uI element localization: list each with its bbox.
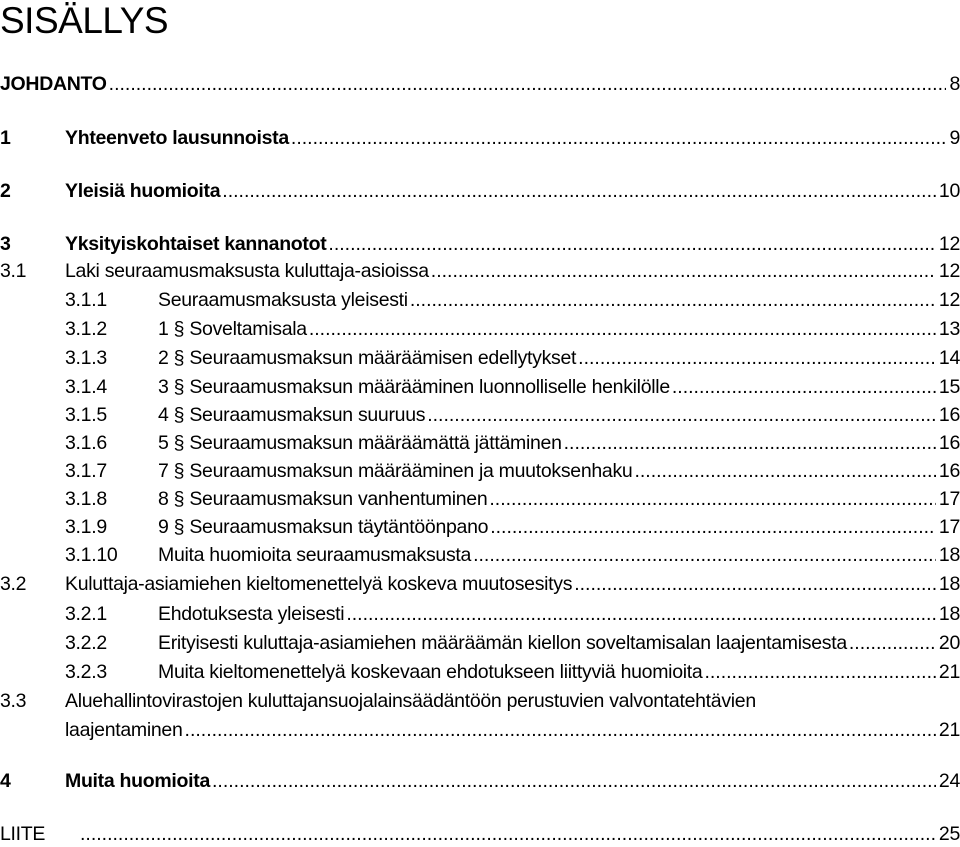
- toc-page-number: 8: [949, 73, 960, 95]
- toc-page-number: 12: [938, 289, 960, 311]
- toc-entry-3-1-2[interactable]: [65, 316, 960, 342]
- leader-dots: [473, 542, 936, 568]
- toc-page-number: 24: [938, 770, 960, 792]
- toc-entry-2[interactable]: [0, 178, 960, 204]
- toc-page-number: 18: [938, 603, 960, 625]
- toc-label: Yhteenveto lausunnoista: [65, 127, 289, 149]
- leader-dots: [222, 178, 936, 204]
- leader-dots: [109, 71, 947, 97]
- toc-entry-1[interactable]: [0, 125, 960, 151]
- toc-label: laajentaminen: [65, 719, 183, 741]
- leader-dots: [564, 430, 936, 456]
- toc-number: 3.1.5: [65, 404, 107, 426]
- toc-number: 3.1.1: [65, 289, 107, 311]
- toc-page-number: 25: [938, 823, 960, 845]
- toc-page-number: 17: [938, 516, 960, 538]
- toc-page-number: 12: [938, 233, 960, 255]
- toc-entry-3-1-3[interactable]: [65, 345, 960, 371]
- toc-entry-3-1-7[interactable]: [65, 458, 960, 484]
- toc-label: 8 § Seuraamusmaksun vanhentuminen: [158, 488, 488, 510]
- toc-label-line1[interactable]: Aluehallintovirastojen kuluttajansuojalainsäädäntöön perustuvien valvontatehtävien: [65, 690, 756, 712]
- toc-number: 3.1.9: [65, 516, 107, 538]
- toc-label: 2 § Seuraamusmaksun määräämisen edellytykset: [158, 347, 577, 369]
- toc-label: Muita kieltomenettelyä koskevaan ehdotukseen liittyviä huomioita: [158, 661, 703, 683]
- page-title: SISÄLLYS: [0, 0, 169, 41]
- toc-label: Kuluttaja-asiamiehen kieltomenettelyä koskeva muutosesitys: [65, 573, 573, 595]
- leader-dots: [490, 514, 936, 540]
- toc-number: 1: [0, 127, 11, 149]
- toc-entry-3-2-2[interactable]: [65, 630, 960, 656]
- toc-entry-3-1-10[interactable]: [65, 542, 960, 568]
- toc-number: 3: [0, 233, 11, 255]
- leader-dots: [489, 486, 936, 512]
- toc-label: Yksityiskohtaiset kannanotot: [65, 233, 327, 255]
- toc-label: LIITE: [0, 823, 46, 845]
- toc-entry-3-1-4[interactable]: [65, 374, 960, 400]
- toc-page-number: 15: [938, 376, 960, 398]
- toc-entry-3-2-1[interactable]: [65, 601, 960, 627]
- toc-number: 3.1.10: [65, 544, 118, 566]
- toc-page-number: 10: [938, 180, 960, 202]
- leader-dots: [185, 717, 936, 743]
- leader-dots: [427, 402, 936, 428]
- toc-entry-3[interactable]: [0, 231, 960, 257]
- toc-label: Muita huomioita seuraamusmaksusta: [158, 544, 472, 566]
- toc-label: Ehdotuksesta yleisesti: [158, 603, 345, 625]
- toc-page-number: 21: [938, 719, 960, 741]
- toc-number: 3.2.1: [65, 603, 107, 625]
- toc-entry-4[interactable]: [0, 768, 960, 794]
- leader-dots: [309, 316, 936, 342]
- toc-label: Muita huomioita: [65, 770, 210, 792]
- leader-dots: [291, 125, 947, 151]
- toc-page-number: 16: [938, 432, 960, 454]
- leader-dots: [328, 231, 935, 257]
- toc-entry-3-1-9[interactable]: [65, 514, 960, 540]
- toc-entry-3-1-6[interactable]: [65, 430, 960, 456]
- leader-dots: [634, 458, 935, 484]
- toc-entry-3-1-5[interactable]: [65, 402, 960, 428]
- toc-page-number: 14: [938, 347, 960, 369]
- toc-page-number: 16: [938, 404, 960, 426]
- toc-label: Seuraamusmaksusta yleisesti: [158, 289, 408, 311]
- toc-number: 3.1.2: [65, 318, 107, 340]
- toc-number: 4: [0, 770, 11, 792]
- leader-dots: [574, 571, 936, 597]
- toc-entry-3-3[interactable]: [65, 717, 960, 743]
- toc-entry-3-2[interactable]: [0, 571, 960, 597]
- toc-number: 3.2.2: [65, 632, 107, 654]
- toc-page-number: 18: [938, 573, 960, 595]
- leader-dots: [578, 345, 936, 371]
- toc-entry-3-1-8[interactable]: [65, 486, 960, 512]
- toc-page-number: 17: [938, 488, 960, 510]
- toc-number: 3.1.8: [65, 488, 107, 510]
- toc-label: Erityisesti kuluttaja-asiamiehen määräämän kiellon soveltamisalan laajentamisesta: [158, 632, 847, 654]
- leader-dots: [212, 768, 936, 794]
- leader-dots: [672, 374, 936, 400]
- toc-number: 3.3: [0, 690, 27, 712]
- toc-number: 3.2: [0, 573, 27, 595]
- toc-label: 5 § Seuraamusmaksun määräämättä jättäminen: [158, 432, 562, 454]
- toc-label: 7 § Seuraamusmaksun määrääminen ja muutoksenhaku: [158, 460, 633, 482]
- toc-number: 3.1.6: [65, 432, 107, 454]
- toc-label: Laki seuraamusmaksusta kuluttaja-asioissa: [65, 260, 429, 282]
- toc-page-number: 21: [938, 661, 960, 683]
- toc-number: 3.1.3: [65, 347, 107, 369]
- toc-number: 3.2.3: [65, 661, 107, 683]
- toc-label: Yleisiä huomioita: [65, 180, 221, 202]
- leader-dots: [849, 630, 936, 656]
- toc-number: 2: [0, 180, 11, 202]
- toc-page-number: 12: [938, 260, 960, 282]
- toc-entry-liite[interactable]: [0, 821, 960, 847]
- leader-dots: [346, 601, 936, 627]
- toc-page-number: 9: [949, 127, 960, 149]
- toc-label: 4 § Seuraamusmaksun suuruus: [158, 404, 426, 426]
- toc-number: 3.1.7: [65, 460, 107, 482]
- toc-page-number: 16: [938, 460, 960, 482]
- toc-page-number: 20: [938, 632, 960, 654]
- leader-dots: [410, 287, 936, 313]
- toc-entry-3-1-1[interactable]: [65, 287, 960, 313]
- leader-dots: [704, 659, 935, 685]
- toc-number: 3.1.4: [65, 376, 107, 398]
- toc-label: 9 § Seuraamusmaksun täytäntöönpano: [158, 516, 489, 538]
- toc-label: 1 § Soveltamisala: [158, 318, 307, 340]
- toc-label: JOHDANTO: [0, 73, 107, 95]
- toc-entry-johdanto[interactable]: [0, 71, 960, 97]
- toc-entry-3-1[interactable]: [0, 258, 960, 284]
- toc-number: 3.1: [0, 260, 27, 282]
- toc-page-number: 13: [938, 318, 960, 340]
- toc-label: 3 § Seuraamusmaksun määrääminen luonnolliselle henkilölle: [158, 376, 670, 398]
- toc-entry-3-2-3[interactable]: [65, 659, 960, 685]
- leader-dots: [80, 821, 936, 847]
- leader-dots: [431, 258, 936, 284]
- toc-page-number: 18: [938, 544, 960, 566]
